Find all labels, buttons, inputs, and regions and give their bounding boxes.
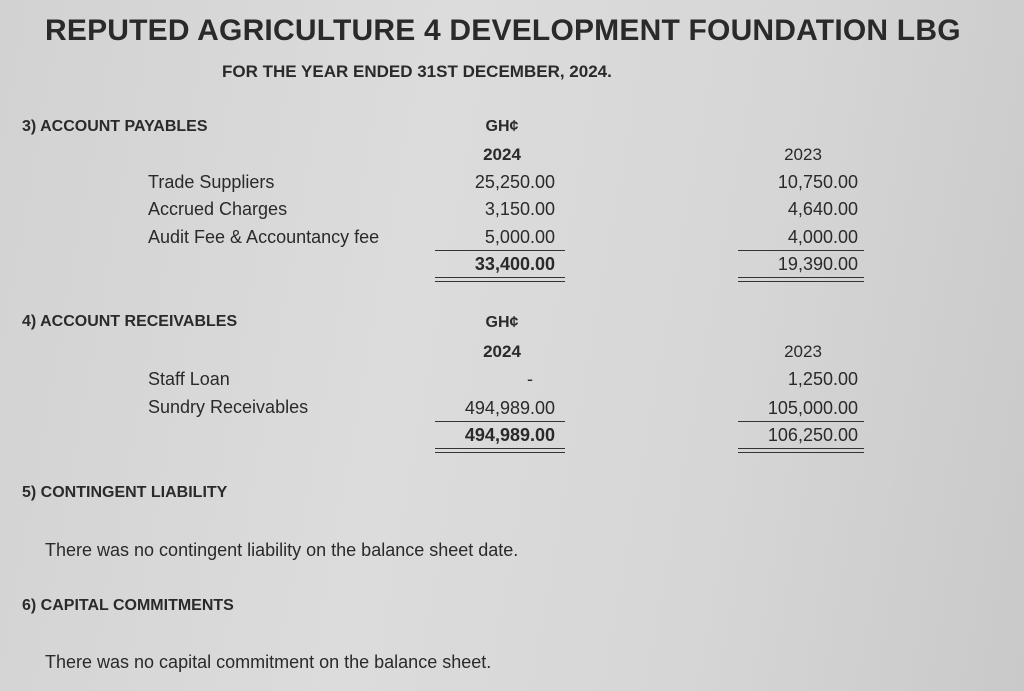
contingent-text: There was no contingent liability on the balance sheet date. <box>45 540 519 560</box>
receivables-heading: 4) ACCOUNT RECEIVABLES <box>22 313 238 330</box>
document-subtitle: FOR THE YEAR ENDED 31ST DECEMBER, 2024. <box>222 62 612 81</box>
receivables-currency: GH¢ <box>485 314 519 331</box>
capital-heading: 6) CAPITAL COMMITMENTS <box>22 597 234 614</box>
payables-currency: GH¢ <box>485 118 519 135</box>
receivables-row-current: 494,989.00 <box>464 398 555 418</box>
payables-subtotal-rule-current <box>435 250 565 251</box>
payables-total-prior: 19,390.00 <box>777 254 858 274</box>
capital-text: There was no capital commitment on the balance sheet. <box>45 652 492 672</box>
payables-row-label: Accrued Charges <box>148 199 288 219</box>
payables-row-prior: 4,000.00 <box>787 227 858 247</box>
receivables-row-prior: 105,000.00 <box>767 398 858 418</box>
receivables-row-prior: 1,250.00 <box>787 369 858 389</box>
receivables-total-double-rule-current <box>435 448 565 453</box>
receivables-subtotal-rule-prior <box>738 421 864 422</box>
payables-row-current: 25,250.00 <box>474 172 555 192</box>
receivables-row-label: Sundry Receivables <box>148 397 309 417</box>
receivables-row-current: - <box>527 369 533 389</box>
document-title: REPUTED AGRICULTURE 4 DEVELOPMENT FOUNDATION LBG <box>45 14 961 47</box>
payables-row-prior: 4,640.00 <box>787 199 858 219</box>
payables-heading: 3) ACCOUNT PAYABLES <box>22 118 208 135</box>
payables-year-current: 2024 <box>483 145 521 164</box>
receivables-row-label: Staff Loan <box>148 369 230 389</box>
payables-row-current: 3,150.00 <box>484 199 555 219</box>
contingent-heading: 5) CONTINGENT LIABILITY <box>22 484 228 501</box>
payables-row-current: 5,000.00 <box>484 227 555 247</box>
payables-total-current: 33,400.00 <box>474 254 555 274</box>
receivables-total-current: 494,989.00 <box>464 425 555 445</box>
receivables-total-double-rule-prior <box>738 448 864 453</box>
receivables-year-prior: 2023 <box>784 342 822 361</box>
receivables-year-current: 2024 <box>483 342 521 361</box>
receivables-subtotal-rule-current <box>435 421 565 422</box>
payables-total-double-rule-prior <box>738 277 864 282</box>
payables-row-label: Trade Suppliers <box>148 172 275 192</box>
payables-row-label: Audit Fee & Accountancy fee <box>148 227 380 247</box>
payables-year-prior: 2023 <box>784 145 822 164</box>
receivables-total-prior: 106,250.00 <box>767 425 858 445</box>
payables-subtotal-rule-prior <box>738 250 864 251</box>
payables-total-double-rule-current <box>435 277 565 282</box>
payables-row-prior: 10,750.00 <box>777 172 858 192</box>
